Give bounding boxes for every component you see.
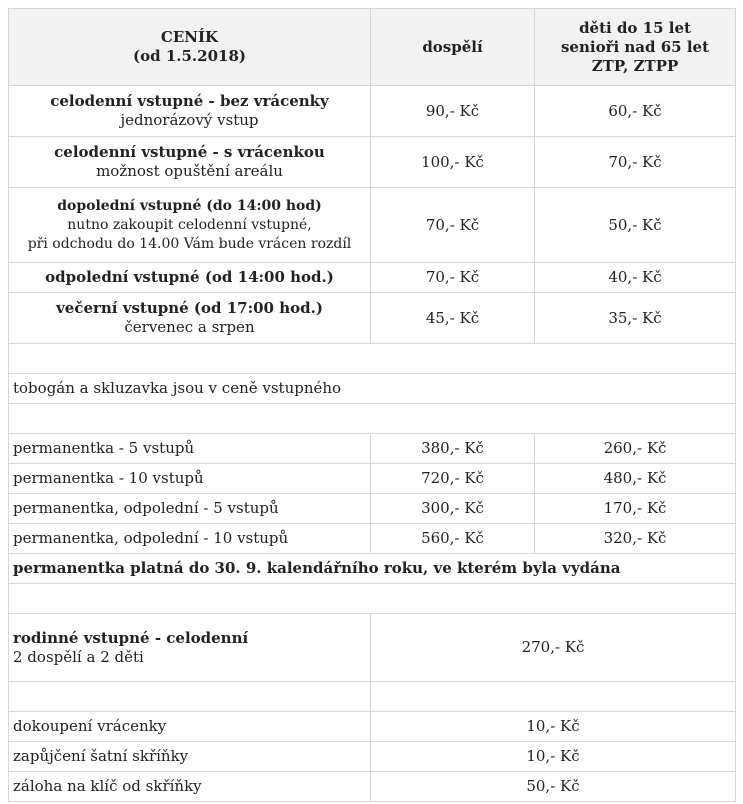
pass-price-adult: 380,- Kč — [371, 434, 535, 464]
pass-row — [9, 524, 736, 554]
price-list-table — [8, 8, 736, 802]
extra-price: 10,- Kč — [371, 742, 736, 772]
ticket-price-reduced: 60,- Kč — [535, 86, 736, 137]
ticket-price-adult: 70,- Kč — [371, 263, 535, 293]
family-label: rodinné vstupné - celodenní 2 dospělí a 2 děti — [9, 614, 371, 682]
ticket-row — [9, 188, 736, 263]
ticket-price-reduced: 70,- Kč — [535, 137, 736, 188]
ticket-label: celodenní vstupné - s vrácenkou možnost opuštění areálu — [9, 137, 371, 188]
extra-label: dokoupení vrácenky — [9, 712, 371, 742]
pass-price-reduced: 260,- Kč — [535, 434, 736, 464]
ticket-row — [9, 86, 736, 137]
pass-label: permanentka, odpolední - 5 vstupů — [9, 494, 371, 524]
ticket-label: celodenní vstupné - bez vrácenky jednorázový vstup — [9, 86, 371, 137]
family-row — [9, 614, 736, 682]
spacer-row — [9, 584, 736, 614]
pass-price-adult: 560,- Kč — [371, 524, 535, 554]
extra-price: 10,- Kč — [371, 712, 736, 742]
pass-price-reduced: 480,- Kč — [535, 464, 736, 494]
ticket-price-reduced: 50,- Kč — [535, 188, 736, 263]
header-adults: dospělí — [371, 9, 535, 86]
extra-row — [9, 742, 736, 772]
header-reduced: děti do 15 let senioři nad 65 let ZTP, ZTPP — [535, 9, 736, 86]
pass-label: permanentka, odpolední - 10 vstupů — [9, 524, 371, 554]
pass-label: permanentka - 5 vstupů — [9, 434, 371, 464]
pass-price-reduced: 320,- Kč — [535, 524, 736, 554]
extra-label: zapůjčení šatní skříňky — [9, 742, 371, 772]
ticket-label: večerní vstupné (od 17:00 hod.) červenec a srpen — [9, 293, 371, 344]
pass-price-reduced: 170,- Kč — [535, 494, 736, 524]
price-list-title: CENÍK — [160, 28, 219, 46]
ticket-price-reduced: 35,- Kč — [535, 293, 736, 344]
note-row — [9, 374, 736, 404]
validity-row — [9, 554, 736, 584]
extra-label: záloha na klíč od skříňky — [9, 772, 371, 802]
ticket-row — [9, 137, 736, 188]
ticket-price-adult: 70,- Kč — [371, 188, 535, 263]
ticket-price-adult: 45,- Kč — [371, 293, 535, 344]
extra-price: 50,- Kč — [371, 772, 736, 802]
header-title-cell — [9, 9, 371, 86]
slide-note: tobogán a skluzavka jsou v ceně vstupného — [9, 374, 736, 404]
ticket-price-reduced: 40,- Kč — [535, 263, 736, 293]
ticket-price-adult: 90,- Kč — [371, 86, 535, 137]
pass-row — [9, 464, 736, 494]
price-list-date: (od 1.5.2018) — [133, 47, 246, 65]
ticket-label: dopolední vstupné (do 14:00 hod) nutno zakoupit celodenní vstupné, při odchodu do 14.00 Vám bude vrácen rozdíl — [9, 188, 371, 263]
ticket-row — [9, 263, 736, 293]
spacer-row — [9, 344, 736, 374]
header-row — [9, 9, 736, 86]
ticket-label: odpolední vstupné (od 14:00 hod.) — [9, 263, 371, 293]
pass-label: permanentka - 10 vstupů — [9, 464, 371, 494]
pass-row — [9, 494, 736, 524]
ticket-row — [9, 293, 736, 344]
pass-row — [9, 434, 736, 464]
pass-price-adult: 720,- Kč — [371, 464, 535, 494]
family-price: 270,- Kč — [371, 614, 736, 682]
spacer-row — [9, 682, 736, 712]
ticket-price-adult: 100,- Kč — [371, 137, 535, 188]
spacer-row — [9, 404, 736, 434]
pass-price-adult: 300,- Kč — [371, 494, 535, 524]
pass-validity-note: permanentka platná do 30. 9. kalendářního roku, ve kterém byla vydána — [9, 554, 736, 584]
extra-row — [9, 772, 736, 802]
extra-row — [9, 712, 736, 742]
